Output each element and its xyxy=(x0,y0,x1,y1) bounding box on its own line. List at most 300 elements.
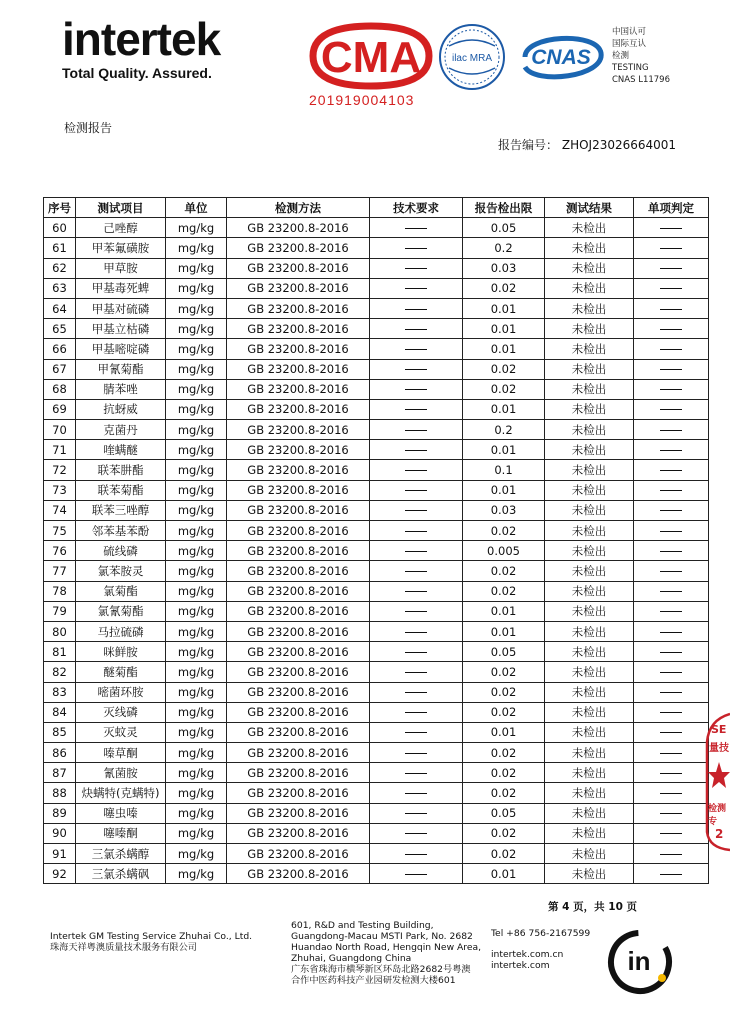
row-limit: 0.02 xyxy=(463,783,545,803)
document-title: 检测报告 xyxy=(64,121,113,135)
row-requirement xyxy=(370,541,463,561)
row-result: 未检出 xyxy=(545,339,634,359)
cnas-line: TESTING xyxy=(612,63,649,73)
row-no: 83 xyxy=(44,682,76,702)
row-unit: mg/kg xyxy=(166,500,227,520)
row-limit: 0.02 xyxy=(463,702,545,722)
dash-mark xyxy=(660,531,682,532)
row-no: 76 xyxy=(44,541,76,561)
row-no: 88 xyxy=(44,783,76,803)
row-no: 87 xyxy=(44,763,76,783)
table-row xyxy=(44,359,709,379)
row-unit: mg/kg xyxy=(166,440,227,460)
seal-text: 检测专 xyxy=(708,804,727,827)
row-limit: 0.05 xyxy=(463,642,545,662)
row-requirement xyxy=(370,722,463,742)
header-no: 序号 xyxy=(44,198,76,218)
row-method: GB 23200.8-2016 xyxy=(227,399,370,419)
row-limit: 0.01 xyxy=(463,399,545,419)
row-item: 嗪草酮 xyxy=(76,743,166,763)
row-result: 未检出 xyxy=(545,500,634,520)
row-judgement xyxy=(634,803,709,823)
address-line: Huandao North Road, Hengqin New Area, xyxy=(291,942,482,953)
row-item: 噻嗪酮 xyxy=(76,823,166,843)
row-method: GB 23200.8-2016 xyxy=(227,722,370,742)
cnas-line: 检测 xyxy=(612,51,630,61)
row-unit: mg/kg xyxy=(166,581,227,601)
row-method: GB 23200.8-2016 xyxy=(227,278,370,298)
row-no: 91 xyxy=(44,844,76,864)
dash-mark xyxy=(405,349,427,350)
row-limit: 0.02 xyxy=(463,278,545,298)
row-requirement xyxy=(370,763,463,783)
row-item: 氯苯胺灵 xyxy=(76,561,166,581)
row-limit: 0.2 xyxy=(463,238,545,258)
dash-mark xyxy=(660,288,682,289)
row-result: 未检出 xyxy=(545,621,634,641)
row-unit: mg/kg xyxy=(166,783,227,803)
row-result: 未检出 xyxy=(545,298,634,318)
row-limit: 0.02 xyxy=(463,379,545,399)
row-method: GB 23200.8-2016 xyxy=(227,763,370,783)
row-unit: mg/kg xyxy=(166,844,227,864)
row-limit: 0.02 xyxy=(463,359,545,379)
row-unit: mg/kg xyxy=(166,339,227,359)
row-unit: mg/kg xyxy=(166,682,227,702)
dash-mark xyxy=(405,611,427,612)
row-unit: mg/kg xyxy=(166,359,227,379)
row-requirement xyxy=(370,864,463,884)
dash-mark xyxy=(660,450,682,451)
row-requirement xyxy=(370,339,463,359)
row-item: 邻苯基苯酚 xyxy=(76,521,166,541)
row-limit: 0.1 xyxy=(463,460,545,480)
row-no: 65 xyxy=(44,319,76,339)
row-method: GB 23200.8-2016 xyxy=(227,541,370,561)
row-method: GB 23200.8-2016 xyxy=(227,440,370,460)
logo-text: in xyxy=(627,946,651,976)
cnas-line: CNAS L11796 xyxy=(612,75,670,85)
row-limit: 0.02 xyxy=(463,521,545,541)
row-requirement xyxy=(370,743,463,763)
row-unit: mg/kg xyxy=(166,601,227,621)
dash-mark xyxy=(405,268,427,269)
row-unit: mg/kg xyxy=(166,399,227,419)
row-result: 未检出 xyxy=(545,864,634,884)
row-method: GB 23200.8-2016 xyxy=(227,339,370,359)
row-result: 未检出 xyxy=(545,844,634,864)
table-row xyxy=(44,278,709,298)
dash-mark xyxy=(660,773,682,774)
row-no: 67 xyxy=(44,359,76,379)
row-limit: 0.005 xyxy=(463,541,545,561)
dash-mark xyxy=(660,268,682,269)
row-limit: 0.01 xyxy=(463,621,545,641)
row-requirement xyxy=(370,319,463,339)
dash-mark xyxy=(660,510,682,511)
row-result: 未检出 xyxy=(545,642,634,662)
row-requirement xyxy=(370,440,463,460)
row-result: 未检出 xyxy=(545,521,634,541)
header-item: 测试项目 xyxy=(76,198,166,218)
row-unit: mg/kg xyxy=(166,561,227,581)
row-method: GB 23200.8-2016 xyxy=(227,238,370,258)
row-method: GB 23200.8-2016 xyxy=(227,864,370,884)
row-no: 73 xyxy=(44,480,76,500)
table-row xyxy=(44,500,709,520)
row-method: GB 23200.8-2016 xyxy=(227,783,370,803)
row-unit: mg/kg xyxy=(166,541,227,561)
row-item: 甲氰菊酯 xyxy=(76,359,166,379)
row-requirement xyxy=(370,621,463,641)
table-row xyxy=(44,541,709,561)
row-judgement xyxy=(634,601,709,621)
dash-mark xyxy=(660,309,682,310)
row-no: 63 xyxy=(44,278,76,298)
table-row xyxy=(44,662,709,682)
row-limit: 0.03 xyxy=(463,500,545,520)
seal-text: 2 xyxy=(715,827,724,841)
row-item: 嘧菌环胺 xyxy=(76,682,166,702)
row-result: 未检出 xyxy=(545,743,634,763)
row-item: 联苯肼酯 xyxy=(76,460,166,480)
row-requirement xyxy=(370,480,463,500)
row-item: 甲基嘧啶磷 xyxy=(76,339,166,359)
row-limit: 0.05 xyxy=(463,803,545,823)
table-row xyxy=(44,864,709,884)
table-row xyxy=(44,803,709,823)
table-header-row xyxy=(44,198,709,218)
header-limit: 报告检出限 xyxy=(463,198,545,218)
row-unit: mg/kg xyxy=(166,521,227,541)
row-requirement xyxy=(370,702,463,722)
row-method: GB 23200.8-2016 xyxy=(227,258,370,278)
row-limit: 0.02 xyxy=(463,682,545,702)
row-result: 未检出 xyxy=(545,601,634,621)
dash-mark xyxy=(405,632,427,633)
row-unit: mg/kg xyxy=(166,702,227,722)
row-result: 未检出 xyxy=(545,581,634,601)
row-method: GB 23200.8-2016 xyxy=(227,581,370,601)
dash-mark xyxy=(405,248,427,249)
row-result: 未检出 xyxy=(545,218,634,238)
row-requirement xyxy=(370,420,463,440)
address-line: 合作中医药科技产业园研发检测大楼601 xyxy=(291,975,456,986)
row-result: 未检出 xyxy=(545,783,634,803)
row-item: 硫线磷 xyxy=(76,541,166,561)
table-row xyxy=(44,339,709,359)
row-requirement xyxy=(370,359,463,379)
row-unit: mg/kg xyxy=(166,743,227,763)
row-judgement xyxy=(634,662,709,682)
row-unit: mg/kg xyxy=(166,662,227,682)
row-limit: 0.01 xyxy=(463,339,545,359)
table-row xyxy=(44,621,709,641)
row-limit: 0.02 xyxy=(463,763,545,783)
row-result: 未检出 xyxy=(545,460,634,480)
row-judgement xyxy=(634,642,709,662)
results-table-body xyxy=(44,218,709,884)
row-requirement xyxy=(370,379,463,399)
row-judgement xyxy=(634,420,709,440)
row-item: 抗蚜威 xyxy=(76,399,166,419)
row-requirement xyxy=(370,460,463,480)
address-line: 601, R&D and Testing Building, xyxy=(291,920,434,931)
row-judgement xyxy=(634,783,709,803)
row-no: 89 xyxy=(44,803,76,823)
company-name-en: Intertek GM Testing Service Zhuhai Co., Ltd. xyxy=(50,931,253,942)
row-judgement xyxy=(634,521,709,541)
row-unit: mg/kg xyxy=(166,238,227,258)
table-row xyxy=(44,480,709,500)
row-judgement xyxy=(634,581,709,601)
dash-mark xyxy=(405,672,427,673)
table-row xyxy=(44,379,709,399)
row-unit: mg/kg xyxy=(166,298,227,318)
row-item: 三氯杀螨砜 xyxy=(76,864,166,884)
cma-logo-icon xyxy=(307,20,435,92)
table-row xyxy=(44,581,709,601)
row-requirement xyxy=(370,642,463,662)
row-result: 未检出 xyxy=(545,238,634,258)
row-method: GB 23200.8-2016 xyxy=(227,682,370,702)
row-limit: 0.01 xyxy=(463,298,545,318)
dash-mark xyxy=(660,632,682,633)
row-limit: 0.01 xyxy=(463,722,545,742)
row-no: 70 xyxy=(44,420,76,440)
row-method: GB 23200.8-2016 xyxy=(227,521,370,541)
row-limit: 0.01 xyxy=(463,480,545,500)
dash-mark xyxy=(405,531,427,532)
table-row xyxy=(44,420,709,440)
row-judgement xyxy=(634,682,709,702)
row-method: GB 23200.8-2016 xyxy=(227,601,370,621)
row-result: 未检出 xyxy=(545,763,634,783)
header-judgement: 单项判定 xyxy=(634,198,709,218)
row-item: 三氯杀螨醇 xyxy=(76,844,166,864)
row-limit: 0.01 xyxy=(463,319,545,339)
row-method: GB 23200.8-2016 xyxy=(227,460,370,480)
row-item: 灭线磷 xyxy=(76,702,166,722)
row-item: 喹螨醚 xyxy=(76,440,166,460)
row-item: 联苯菊酯 xyxy=(76,480,166,500)
cnas-accreditation-text xyxy=(612,26,670,86)
row-item: 醚菊酯 xyxy=(76,662,166,682)
row-judgement xyxy=(634,399,709,419)
dash-mark xyxy=(405,490,427,491)
dash-mark xyxy=(660,470,682,471)
dash-mark xyxy=(660,874,682,875)
dash-mark xyxy=(405,369,427,370)
row-result: 未检出 xyxy=(545,359,634,379)
website-link[interactable]: intertek.com xyxy=(491,960,550,971)
row-method: GB 23200.8-2016 xyxy=(227,844,370,864)
table-row xyxy=(44,642,709,662)
row-result: 未检出 xyxy=(545,399,634,419)
row-unit: mg/kg xyxy=(166,278,227,298)
dash-mark xyxy=(660,248,682,249)
row-result: 未检出 xyxy=(545,561,634,581)
row-result: 未检出 xyxy=(545,319,634,339)
dash-mark xyxy=(405,773,427,774)
table-row xyxy=(44,238,709,258)
dash-mark xyxy=(660,369,682,370)
dash-mark xyxy=(660,712,682,713)
row-result: 未检出 xyxy=(545,803,634,823)
row-method: GB 23200.8-2016 xyxy=(227,379,370,399)
row-limit: 0.01 xyxy=(463,601,545,621)
row-no: 74 xyxy=(44,500,76,520)
row-requirement xyxy=(370,601,463,621)
row-judgement xyxy=(634,298,709,318)
row-requirement xyxy=(370,561,463,581)
row-item: 咪鲜胺 xyxy=(76,642,166,662)
row-no: 81 xyxy=(44,642,76,662)
dash-mark xyxy=(405,753,427,754)
row-item: 炔螨特(克螨特) xyxy=(76,783,166,803)
table-row xyxy=(44,763,709,783)
dash-mark xyxy=(660,329,682,330)
row-result: 未检出 xyxy=(545,541,634,561)
header-result: 测试结果 xyxy=(545,198,634,218)
row-requirement xyxy=(370,399,463,419)
row-unit: mg/kg xyxy=(166,218,227,238)
ilac-text: ilac MRA xyxy=(451,53,493,64)
row-limit: 0.01 xyxy=(463,440,545,460)
row-unit: mg/kg xyxy=(166,642,227,662)
cnas-logo-icon xyxy=(515,27,607,87)
dash-mark xyxy=(660,692,682,693)
row-no: 90 xyxy=(44,823,76,843)
dash-mark xyxy=(660,732,682,733)
intertek-in-icon xyxy=(606,928,674,996)
table-row xyxy=(44,783,709,803)
row-no: 66 xyxy=(44,339,76,359)
row-item: 己唑醇 xyxy=(76,218,166,238)
dash-mark xyxy=(405,228,427,229)
row-requirement xyxy=(370,803,463,823)
dash-mark xyxy=(405,692,427,693)
row-unit: mg/kg xyxy=(166,864,227,884)
row-method: GB 23200.8-2016 xyxy=(227,480,370,500)
row-judgement xyxy=(634,864,709,884)
row-no: 78 xyxy=(44,581,76,601)
seal-text: SE xyxy=(711,723,727,736)
row-item: 腈苯唑 xyxy=(76,379,166,399)
row-no: 61 xyxy=(44,238,76,258)
row-judgement xyxy=(634,258,709,278)
email-domain: intertek.com.cn xyxy=(491,949,564,960)
row-no: 84 xyxy=(44,702,76,722)
row-judgement xyxy=(634,844,709,864)
row-requirement xyxy=(370,298,463,318)
row-method: GB 23200.8-2016 xyxy=(227,803,370,823)
row-method: GB 23200.8-2016 xyxy=(227,662,370,682)
row-judgement xyxy=(634,541,709,561)
dash-mark xyxy=(405,409,427,410)
row-judgement xyxy=(634,722,709,742)
row-requirement xyxy=(370,500,463,520)
table-row xyxy=(44,601,709,621)
row-judgement xyxy=(634,319,709,339)
row-result: 未检出 xyxy=(545,420,634,440)
row-unit: mg/kg xyxy=(166,420,227,440)
table-row xyxy=(44,460,709,480)
row-judgement xyxy=(634,440,709,460)
dash-mark xyxy=(405,652,427,653)
row-no: 68 xyxy=(44,379,76,399)
row-unit: mg/kg xyxy=(166,379,227,399)
dash-mark xyxy=(660,430,682,431)
dash-mark xyxy=(660,389,682,390)
dash-mark xyxy=(660,793,682,794)
row-no: 77 xyxy=(44,561,76,581)
row-item: 甲基对硫磷 xyxy=(76,298,166,318)
row-result: 未检出 xyxy=(545,440,634,460)
report-number-label: 报告编号： xyxy=(498,138,559,152)
row-method: GB 23200.8-2016 xyxy=(227,642,370,662)
phone-number: Tel +86 756-2167599 xyxy=(491,928,591,939)
table-row xyxy=(44,844,709,864)
row-item: 甲基毒死蜱 xyxy=(76,278,166,298)
dash-mark xyxy=(405,288,427,289)
dash-mark xyxy=(405,430,427,431)
ilac-mra-mark xyxy=(437,22,507,96)
table-row xyxy=(44,722,709,742)
row-judgement xyxy=(634,339,709,359)
row-unit: mg/kg xyxy=(166,258,227,278)
cma-code: 201919004103 xyxy=(309,92,415,108)
row-judgement xyxy=(634,743,709,763)
table-row xyxy=(44,218,709,238)
row-no: 85 xyxy=(44,722,76,742)
cnas-mark-text: CNAS xyxy=(531,46,591,69)
row-method: GB 23200.8-2016 xyxy=(227,298,370,318)
row-requirement xyxy=(370,844,463,864)
row-result: 未检出 xyxy=(545,662,634,682)
row-judgement xyxy=(634,500,709,520)
intertek-in-logo xyxy=(606,928,674,1000)
row-judgement xyxy=(634,621,709,641)
dash-mark xyxy=(405,309,427,310)
dash-mark xyxy=(660,672,682,673)
row-item: 甲基立枯磷 xyxy=(76,319,166,339)
row-method: GB 23200.8-2016 xyxy=(227,319,370,339)
row-no: 69 xyxy=(44,399,76,419)
row-no: 72 xyxy=(44,460,76,480)
row-judgement xyxy=(634,763,709,783)
row-requirement xyxy=(370,783,463,803)
row-method: GB 23200.8-2016 xyxy=(227,621,370,641)
cnas-line: 中国认可 xyxy=(612,27,647,37)
row-requirement xyxy=(370,218,463,238)
row-limit: 0.02 xyxy=(463,844,545,864)
row-limit: 0.05 xyxy=(463,218,545,238)
table-row xyxy=(44,440,709,460)
row-limit: 0.02 xyxy=(463,561,545,581)
row-unit: mg/kg xyxy=(166,722,227,742)
row-result: 未检出 xyxy=(545,722,634,742)
dash-mark xyxy=(660,611,682,612)
row-no: 82 xyxy=(44,662,76,682)
row-requirement xyxy=(370,823,463,843)
row-unit: mg/kg xyxy=(166,621,227,641)
dash-mark xyxy=(660,551,682,552)
row-result: 未检出 xyxy=(545,480,634,500)
row-judgement xyxy=(634,823,709,843)
dash-mark xyxy=(405,470,427,471)
row-item: 噻虫嗪 xyxy=(76,803,166,823)
